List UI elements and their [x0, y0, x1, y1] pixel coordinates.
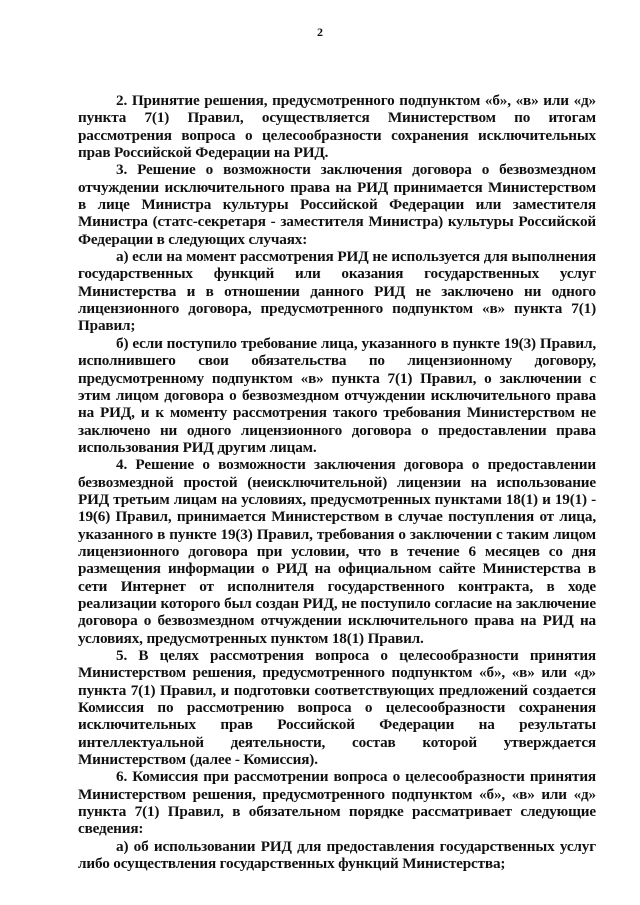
paragraph-4-license-decision: 4. Решение о возможности заключения договора о предоставлении безвозмездной простой (неисключительной) лицензии на использование РИД третьим лицам на условиях, предусмотренных пунктами 18(1) и 19(1) - 19(6) Правил, принимается Министерством в случае поступления от лица, указанного в пункте 19(3) Правил, требования о заключении с таким лицом лицензионного договора при условии, что в течение 6 месяцев со дня размещения информации о РИД на официальном сайте Министерства в сети Интернет от исполнителя государственного контракта, в ходе реализации которого был создан РИД, не поступило согласие на заключение договора о безвозмездном отчуждении исключительного права на РИД на условиях, предусмотренных пунктом 18(1) Правил. — [78, 456, 596, 647]
paragraph-6a-usage-info: а) об использовании РИД для предоставления государственных услуг либо осуществления государственных функций Министерства; — [78, 837, 596, 873]
paragraph-2-decision-adoption: 2. Принятие решения, предусмотренного подпунктом «б», «в» или «д» пункта 7(1) Правил, осуществляется Министерством по итогам рассмотрения вопроса о целесообразности сохранения исключительных прав Российской Федерации на РИД. — [78, 92, 596, 162]
paragraph-3b-requirement-received: б) если поступило требование лица, указанного в пункте 19(3) Правил, исполнившего свои обязательства по лицензионному договору, предусмотренному подпунктом «в» пункта 7(1) Правил, о заключении с этим лицом договора о безвозмездном отчуждении исключительного права на РИД, и к моменту рассмотрения такого требования Министерством не заключено ни одного лицензионного договора о предоставлении права использования РИД другим лицам. — [78, 334, 596, 456]
document-body — [78, 92, 596, 872]
paragraph-5-commission: 5. В целях рассмотрения вопроса о целесообразности принятия Министерством решения, предусмотренного подпунктом «б», «в» или «д» пункта 7(1) Правил, и подготовки соответствующих предложений создается Комиссия по рассмотрению вопроса о целесообразности сохранения исключительных прав Российской Федерации на результаты интеллектуальной деятельности, состав которой утверждается Министерством (далее - Комиссия). — [78, 647, 596, 769]
page-number: 2 — [317, 25, 323, 39]
paragraph-6-commission-review: 6. Комиссия при рассмотрении вопроса о целесообразности принятия Министерством решения, предусмотренного подпунктом «б», «в» или «д» пункта 7(1) Правил, в обязательном порядке рассматривает следующие сведения: — [78, 768, 596, 838]
paragraph-3a-not-used: а) если на момент рассмотрения РИД не используется для выполнения государственных функций или оказания государственных услуг Министерства и в отношении данного РИД не заключено ни одного лицензионного договора, предусмотренного подпунктом «в» пункта 7(1) Правил; — [78, 248, 596, 335]
paragraph-3-alienation-decision: 3. Решение о возможности заключения договора о безвозмездном отчуждении исключительного права на РИД принимается Министерством в лице Министра культуры Российской Федерации или заместителя Министра (статс-секретаря - заместителя Министра) культуры Российской Федерации в следующих случаях: — [78, 161, 596, 248]
